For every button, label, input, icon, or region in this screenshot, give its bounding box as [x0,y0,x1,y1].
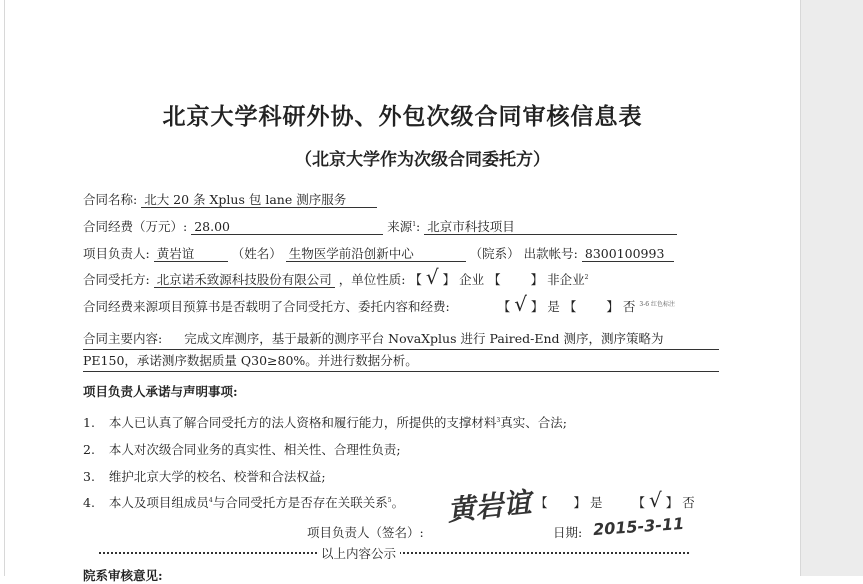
notice-text: 以上内容公示 [317,544,400,562]
bracket-open: 【 [563,299,577,314]
item-end: 。 [391,495,405,510]
dept-value: 生物医学前沿创新中心 [286,247,466,262]
item-number: 2. [83,442,95,457]
source-value: 北京市科技项目 [424,220,677,235]
signature-label: 项目负责人（签名）: [307,525,424,540]
relation-yes-label: 是 [589,495,603,510]
enterprise-check-mark: √ [425,265,439,289]
relation-no-label: 否 [682,495,695,510]
account-label: 出款帐号: [523,246,578,261]
budget-yes-check-mark: √ [514,292,527,316]
bracket-open: 【 [497,299,511,314]
item-text: 本人已认真了解合同受托方的法人资格和履行能力，所提供的支撑材料 [108,415,497,430]
contract-name-label: 合同名称: [83,192,138,207]
fee-value: 28.00 [191,220,383,235]
bracket-open: 【 [488,272,501,287]
bracket-close: 】 [530,299,544,314]
budget-question: 合同经费来源项目预算书是否载明了合同受托方、委托内容和经费: [83,299,450,314]
dept-review-heading: 院系审核意见: [83,568,163,583]
item-text: 本人对次级合同业务的真实性、相关性、合理性负责; [108,442,401,457]
main-content-block [83,328,719,372]
pi-label: 项目负责人: [83,246,150,261]
bracket-close: 】 [606,299,619,314]
bracket-close: 】 [530,272,544,287]
commitment-item-4 [83,493,404,511]
commitment-item-3 [83,467,326,485]
source-label: 来源 [387,219,413,234]
budget-question-row [83,292,675,316]
bracket-close: 】 [442,272,456,287]
commitment-item-1 [83,413,567,431]
contract-name-value: 北大 20 条 Xplus 包 lane 测序服务 [141,193,377,208]
relation-no-check-mark: √ [648,488,662,512]
budget-no-label: 否 [622,299,636,314]
item-number: 3. [83,469,95,484]
item-number: 1. [83,415,95,430]
pi-name: 黄岩谊 [154,247,228,262]
item-tail: 与合同受托方是否存在关联关系 [212,495,388,510]
bracket-open: 【 [409,272,422,287]
item-text: 本人及项目组成员 [108,495,209,510]
right-panel [800,0,863,576]
unit-label: ，单位性质: [338,272,406,287]
name-hint: （姓名） [231,246,282,261]
commitment-item-2 [83,440,401,458]
item-number: 4. [83,495,95,510]
main-content-label: 合同主要内容: [83,331,163,346]
non-enterprise-note: 2 [584,273,589,281]
commitments-heading: 项目负责人承诺与声明事项: [83,384,238,399]
item-note: 4 [208,496,213,504]
item-note: 3 [496,416,501,424]
bracket-close: 】 [665,495,679,510]
fee-label: 合同经费（万元）: [83,219,188,234]
bracket-open: 【 [535,495,548,510]
contractor-value: 北京诺禾致源科技股份有限公司 [154,273,335,288]
main-content-line2: PE150，承诺测序数据质量 Q30≥80%。并进行数据分析。 [83,350,719,372]
contract-fee-row: 合同经费（万元）: 28.00 来源$^1$: 北京市科技项目 [83,217,677,235]
pi-row [83,244,674,262]
bracket-open: 【 [632,495,645,510]
relation-options [535,488,695,512]
contractor-row [83,265,589,289]
document-title: 北京大学科研外协、外包次级合同审核信息表 [162,103,643,130]
item-tail: 真实、合法; [500,415,567,430]
account-value: 8300100993 [582,247,674,262]
date-label: 日期: [553,525,583,540]
handwritten-signature: 黄岩谊 [445,485,533,528]
item-text: 维护北京大学的校名、校誉和合法权益; [108,469,326,484]
non-enterprise-label: 非企业 [547,272,585,287]
bracket-close: 】 [573,495,586,510]
source-note: 1 [412,220,417,228]
document-page [4,0,801,583]
contract-name-row [83,190,377,208]
item-note: 5 [387,496,392,504]
handwritten-date: 2015-3-11 [592,513,685,540]
budget-yes-label: 是 [547,299,560,314]
document-subtitle: （北京大学作为次级合同委托方） [295,150,550,170]
enterprise-label: 企业 [459,272,485,287]
dept-hint: （院系） [469,246,520,261]
note-3-6: 3-6 红色标注 [639,300,675,308]
main-content-line1: 完成文库测序，基于最新的测序平台 NovaXplus 进行 Paired-End 测序，测序策略为 [184,331,664,346]
contractor-label: 合同受托方: [83,272,150,287]
